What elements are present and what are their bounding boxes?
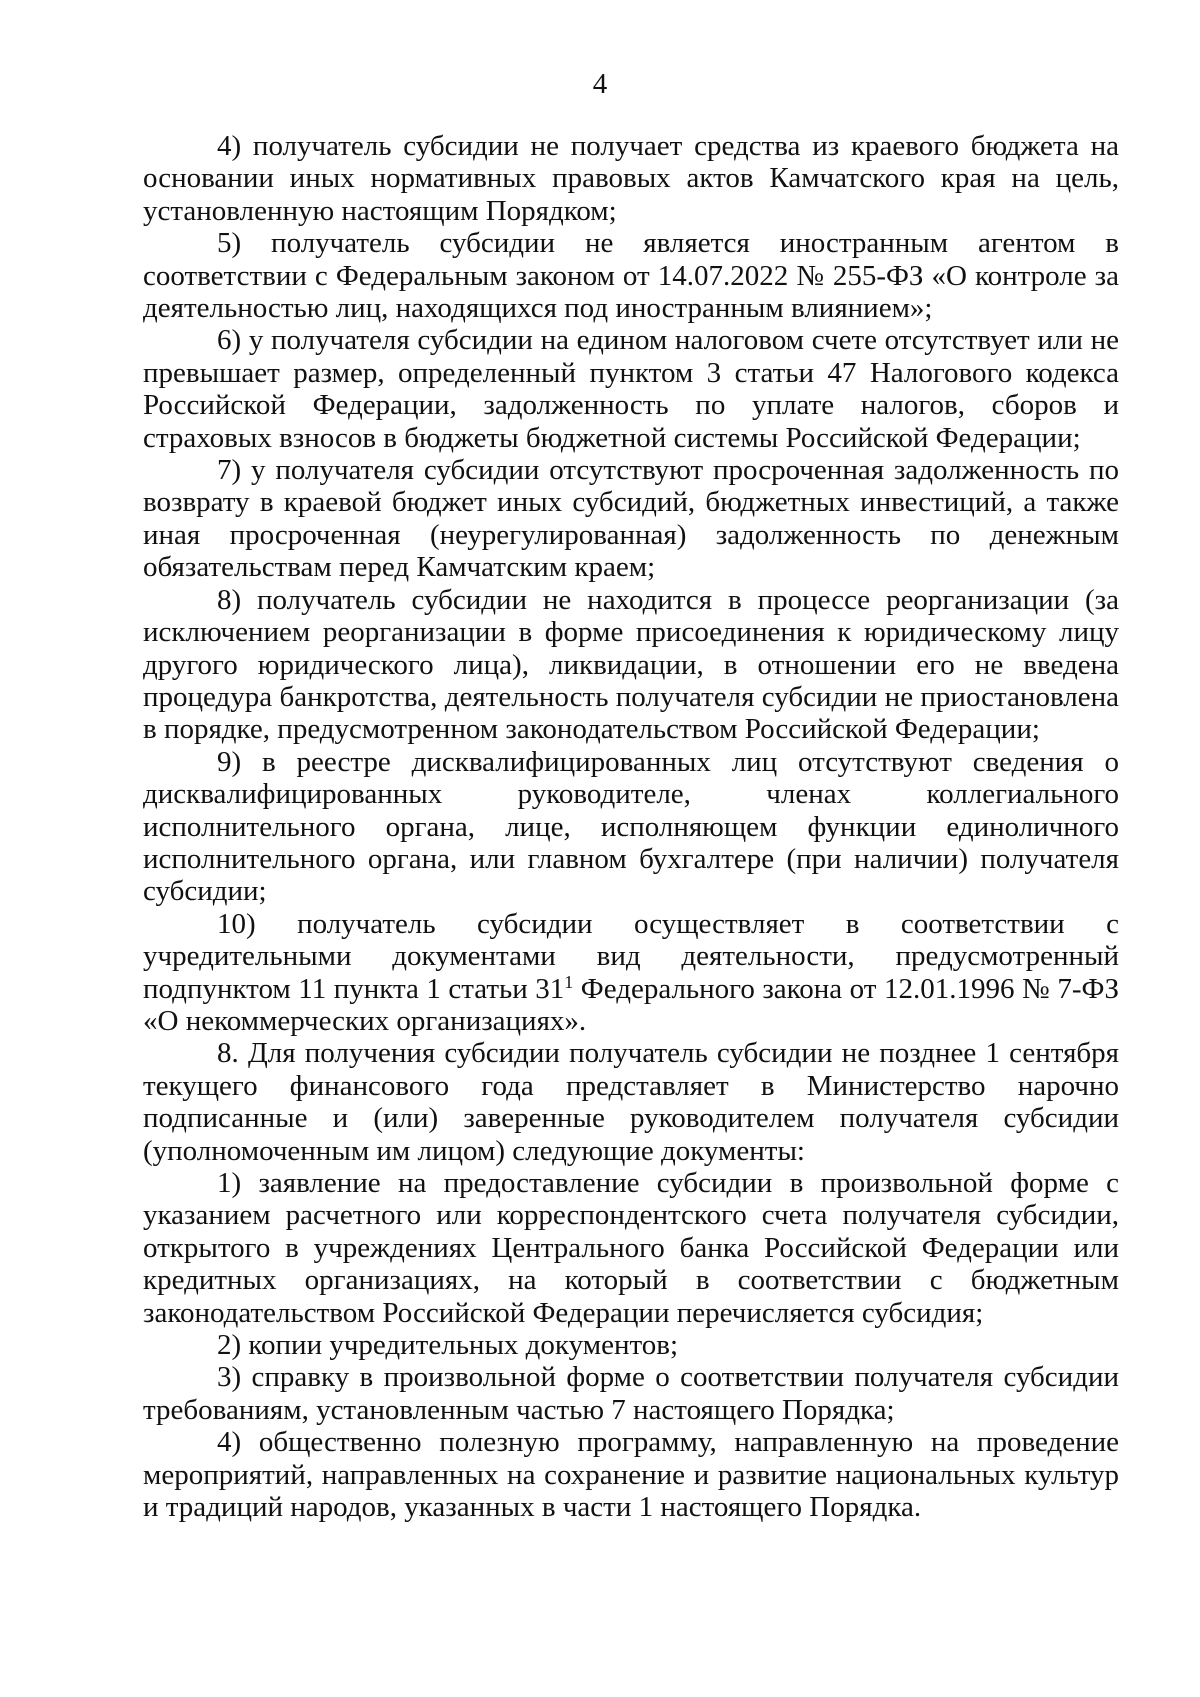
paragraph-item-10-text-start: 10) получатель субсидии осуществляет в соответствии с учредительными документами вид деятельности, предусмотренный подпунктом 11 пункта 1 статьи 31 <box>143 907 1119 1005</box>
paragraph-item-7: 7) у получателя субсидии отсутствуют просроченная задолженность по возврату в краевой бюджет иных субсидий, бюджетных инвестиций, а также иная просроченная (неурегулированная) задолженность по денежным обязательствам перед Камчатским краем; <box>143 454 1119 584</box>
paragraph-item-6: 6) у получателя субсидии на едином налоговом счете отсутствует или не превышает размер, определенный пунктом 3 статьи 47 Налогового кодекса Российской Федерации, задолженность по уплате налогов, сборов и страховых взносов в бюджеты бюджетной системы Российской Федерации; <box>143 324 1119 454</box>
paragraph-document-4: 4) общественно полезную программу, направленную на проведение мероприятий, направленных на сохранение и развитие национальных культур и традиций народов, указанных в части 1 настоящего Порядка. <box>143 1426 1119 1524</box>
page-number: 4 <box>592 68 608 100</box>
paragraph-section-8: 8. Для получения субсидии получатель субсидии не позднее 1 сентября текущего финансового года представляет в Министерство нарочно подписанные и (или) заверенные руководителем получателя субсидии (уполномоченным им лицом) следующие документы: <box>143 1037 1119 1167</box>
paragraph-document-3: 3) справку в произвольной форме о соответствии получателя субсидии требованиям, установленным частью 7 настоящего Порядка; <box>143 1361 1119 1426</box>
paragraph-item-5: 5) получатель субсидии не является иностранным агентом в соответствии с Федеральным законом от 14.07.2022 № 255-ФЗ «О контроле за деятельностью лиц, находящихся под иностранным влиянием»; <box>143 227 1119 325</box>
paragraph-item-4: 4) получатель субсидии не получает средства из краевого бюджета на основании иных нормативных правовых актов Камчатского края на цель, установленную настоящим Порядком; <box>143 130 1119 227</box>
paragraph-item-8: 8) получатель субсидии не находится в процессе реорганизации (за исключением реорганизации в форме присоединения к юридическому лицу другого юридического лица), ликвидации, в отношении его не введена процедура банкротства, деятельность получателя субсидии не приостановлена в порядке, предусмотренном законодательством Российской Федерации; <box>143 583 1119 746</box>
paragraph-document-1: 1) заявление на предоставление субсидии в произвольной форме с указанием расчетного или корреспондентского счета получателя субсидии, открытого в учреждениях Центрального банка Российской Федерации или кредитных организациях, на который в соответствии с бюджетным законодательством Российской Федерации перечисляется субсидия; <box>143 1167 1119 1329</box>
paragraph-item-9: 9) в реестре дисквалифицированных лиц отсутствуют сведения о дисквалифицированных руководителе, членах коллегиального исполнительного органа, лице, исполняющем функции единоличного исполнительного органа, или главном бухгалтере (при наличии) получателя субсидии; <box>143 745 1119 908</box>
paragraph-item-10-text-end: Федерального закона от 12.01.1996 № 7-ФЗ «О некоммерческих организациях». <box>143 972 1119 1037</box>
paragraph-document-2: 2) копии учредительных документов; <box>217 1329 679 1362</box>
paragraph-item-10 <box>143 908 1119 1038</box>
article-superscript: 1 <box>564 971 574 992</box>
document-body <box>143 130 1119 1523</box>
